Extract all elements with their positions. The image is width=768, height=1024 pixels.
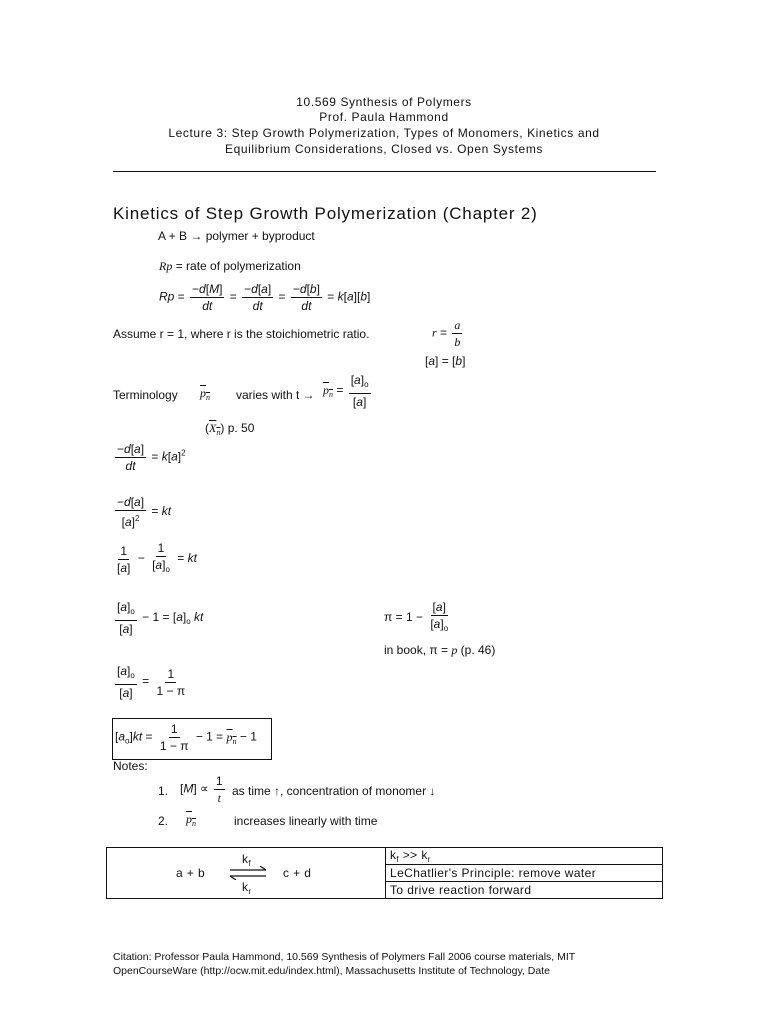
rate-equation: Rp = $\frac{-d[M]}{dt}$ = $\frac{-d[a]}{dt}$ = $\frac{-d[b]}{dt}$ = k[a][b]	[159, 282, 371, 313]
terminology-label: Terminology	[113, 388, 178, 402]
note-1-number: 1.	[158, 784, 169, 798]
citation-line1: Citation: Professor Paula Hammond, 10.569 Synthesis of Polymers Fall 2006 course materials, MIT	[113, 951, 576, 963]
lecture-title-line1: Lecture 3: Step Growth Polymerization, Types of Monomers, Kinetics and	[168, 126, 600, 140]
rate-law-eq: $\frac{-d[a]}{dt}$ = $k[a]^2$	[117, 442, 186, 473]
header-divider	[113, 171, 656, 172]
reactants: a + b	[176, 866, 206, 880]
rate-comparison: $k_f >> k_r$	[386, 848, 663, 865]
assumption-text: Assume r = 1, where r is the stoichiometric ratio.	[113, 327, 370, 341]
note-1-eq: [M] ∝ $\frac{1}{t}$	[180, 774, 223, 805]
ratio-eq: $\frac{[a]_o}{[a]}$ − $1 = [a]_o$ kt	[117, 600, 204, 636]
note-1-text: as time ↑, concentration of monomer ↓	[232, 784, 436, 798]
course-title: 10.569 Synthesis of Polymers	[296, 95, 472, 109]
in-book-note: in book, π = p (p. 46)	[384, 643, 496, 657]
products: c + d	[283, 866, 312, 880]
notes-label: Notes:	[113, 759, 148, 773]
citation-line2: OpenCourseWare (http://ocw.mit.edu/index.html), Massachusetts Institute of Technology, Date	[113, 965, 550, 977]
note-2-pn: $p_n$	[186, 812, 196, 828]
integrated-eq: $\frac{1}{[a]}$ − $\frac{1}{[a]_o}$ = kt	[117, 541, 197, 575]
reaction-statement: A + B → polymer + byproduct	[158, 229, 315, 243]
kr-label: $k_r$	[242, 880, 252, 896]
drive-forward: To drive reaction forward	[386, 882, 663, 899]
kf-label: $k_f$	[242, 852, 252, 868]
note-2-number: 2.	[158, 814, 169, 828]
pn-symbol: $p_n$	[200, 386, 210, 402]
varies-text: varies with t →	[236, 388, 315, 402]
section-title: Kinetics of Step Growth Polymerization (Chapter 2)	[113, 204, 538, 223]
boxed-result-content: $[a_o]kt$ = $\frac{1}{1 - \pi}$ − $1 = p_n - 1$	[115, 722, 257, 753]
rp-definition: Rp = rate of polymerization	[159, 259, 301, 273]
xn-reference: $(X_n)$ p. 50	[205, 421, 255, 437]
conversion-eq: $\frac{[a]_o}{[a]}$ = $\frac{1}{1 - \pi}$	[117, 664, 186, 700]
separated-eq: $\frac{-d[a]}{[a]^2}$ = kt	[117, 495, 172, 529]
stoich-ratio-eq: r = $\frac{a}{b}$	[432, 318, 461, 349]
note-2-text: increases linearly with time	[234, 814, 378, 828]
pi-eq: π = 1 − $\frac{[a]}{[a]_o}$	[384, 600, 449, 633]
pn-equation: $p_n$ = $\frac{[a]_o}{[a]}$	[323, 373, 369, 409]
lechatlier-principle: LeChatlier's Principle: remove water	[386, 865, 663, 882]
a-equals-b-eq: [a] = [b]	[425, 354, 466, 368]
reaction-cell	[107, 848, 386, 899]
equilibrium-arrows-icon	[228, 866, 268, 880]
professor-name: Prof. Paula Hammond	[319, 110, 449, 124]
lecture-title-line2: Equilibrium Considerations, Closed vs. Open Systems	[224, 142, 544, 156]
equilibrium-table	[106, 847, 663, 899]
